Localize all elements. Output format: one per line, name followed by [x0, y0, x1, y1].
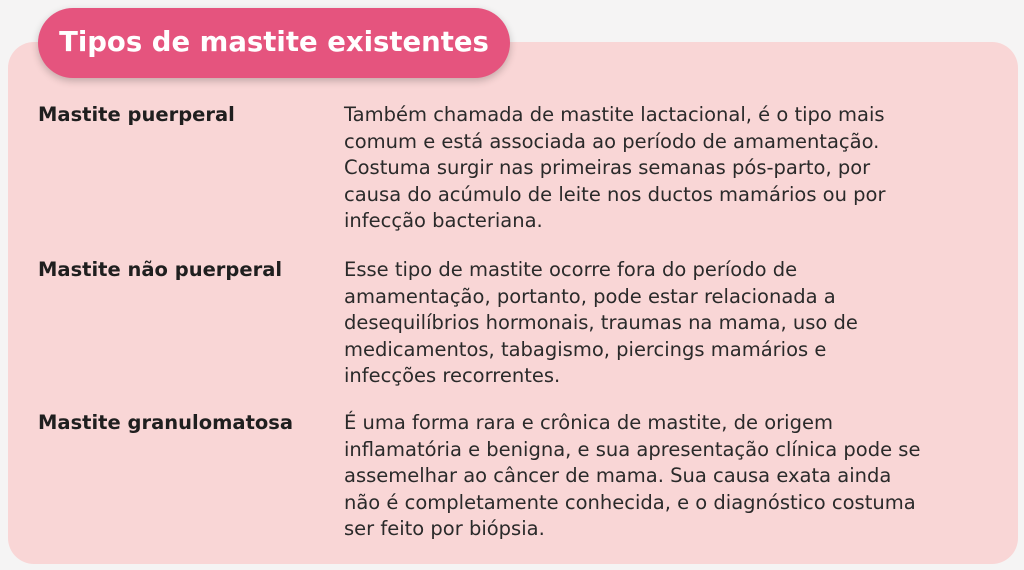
description-line: infecção bacteriana. — [344, 209, 543, 232]
description-line: Costuma surgir nas primeiras semanas pós-parto, por — [344, 156, 871, 179]
mastitis-type-description — [344, 410, 994, 543]
description-line: causa do acúmulo de leite nos ductos mamários ou por — [344, 182, 886, 206]
description-line: amamentação, portanto, pode estar relacionada a — [344, 284, 836, 308]
description-line: infecções recorrentes. — [344, 364, 561, 387]
page-title: Tipos de mastite existentes — [59, 26, 489, 58]
description-line: inflamatória e benigna, e sua apresentação clínica pode se — [344, 437, 921, 461]
description-line: medicamentos, tabagismo, piercings mamários e — [344, 337, 827, 361]
title-banner — [38, 8, 510, 78]
description-line: assemelhar ao câncer de mama. Sua causa exata ainda — [344, 464, 892, 487]
mastitis-type-description — [344, 102, 994, 235]
description-line: Também chamada de mastite lactacional, é o tipo mais — [344, 103, 885, 126]
mastitis-type-term: Mastite granulomatosa — [38, 411, 294, 434]
mastitis-type-term: Mastite não puerperal — [38, 258, 283, 281]
mastitis-type-term: Mastite puerperal — [38, 103, 235, 126]
description-line: não é completamente conhecida, e o diagnóstico costuma — [344, 490, 916, 514]
mastitis-type-description — [344, 257, 994, 390]
description-line: comum e está associada ao período de amamentação. — [344, 129, 880, 153]
description-line: Esse tipo de mastite ocorre fora do período de — [344, 258, 798, 281]
description-line: desequilíbrios hormonais, traumas na mama, uso de — [344, 311, 858, 334]
description-line: ser feito por biópsia. — [344, 517, 545, 540]
description-line: É uma forma rara e crônica de mastite, de origem — [344, 411, 833, 434]
